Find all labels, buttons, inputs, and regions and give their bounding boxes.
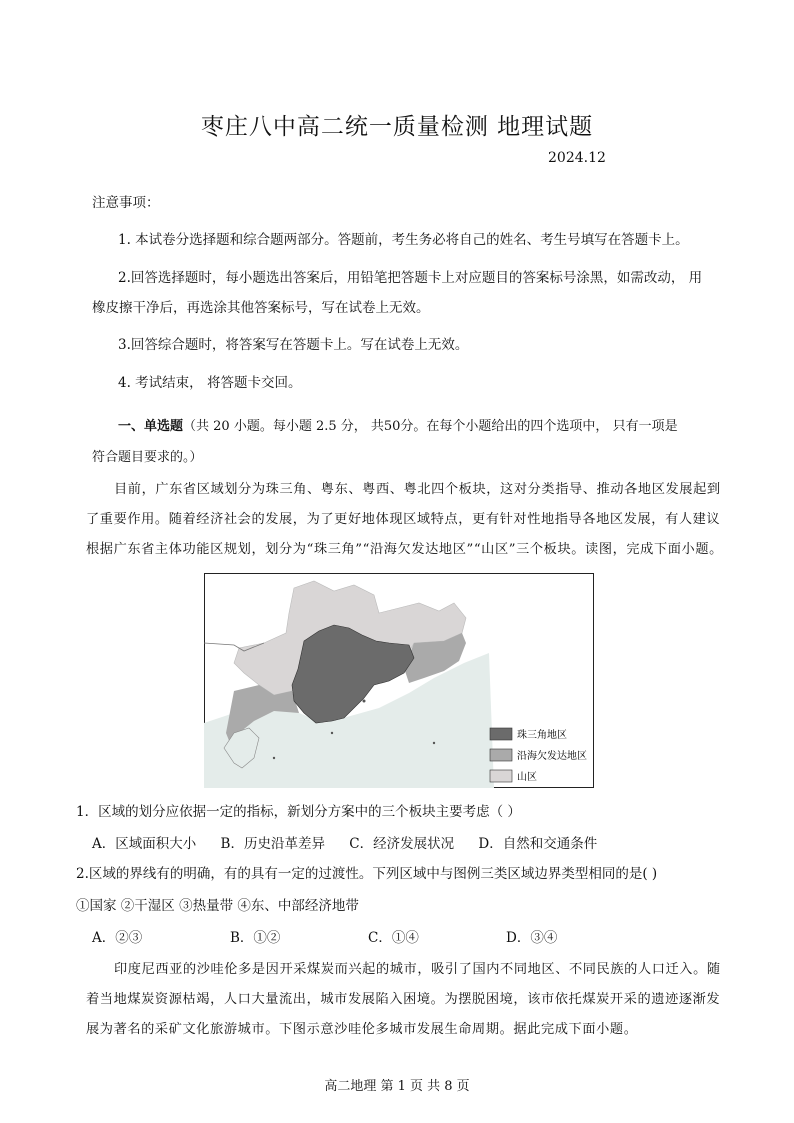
question-1-option-c[interactable]: C．经济发展状况 [349, 836, 455, 852]
legend-swatch-mountain [490, 770, 512, 782]
passage-2: 印度尼西亚的沙哇伦多是因开采煤炭而兴起的城市，吸引了国内不同地区、不同民族的人口迁入。随着当地煤炭资源枯竭，人口大量流出，城市发展陷入困境。为摆脱困境，该市依托煤炭开采的遗迹逐渐发展为著名的采矿文化旅游城市。下图示意沙哇伦多城市发展生命周期。据此完成下面小题。 [86, 962, 721, 1037]
map-figure [204, 573, 594, 788]
legend-label-coastal: 沿海欠发达地区 [517, 751, 587, 762]
question-2-option-c[interactable]: C．①④ [368, 930, 419, 946]
question-2-option-a[interactable]: A．②③ [92, 930, 143, 946]
notice-item-3: 3.回答综合题时，将答案写在答题卡上。写在试卷上无效。 [118, 337, 469, 353]
notice-item-2-line-2: 橡皮擦干净后，再选涂其他答案标号，写在试卷上无效。 [92, 300, 430, 316]
section-1-desc-2: 符合题目要求的。） [92, 450, 203, 465]
question-2-options [92, 926, 644, 946]
legend-swatch-pearl [490, 728, 512, 740]
passage-1: 目前，广东省区域划分为珠三角、粤东、粤西、粤北四个板块，这对分类指导、推动各地区发展起到了重要作用。随着经济社会的发展，为了更好地体现区域特点，更有针对性地指导各地区发展，有人建议根据广东省主体功能区规划，划分为“珠三角”“沿海欠发达地区”“山区”三个板块。读图，完成下面小题。 [86, 482, 723, 557]
question-2-stem: 2.区域的界线有的明确，有的具有一定的过渡性。下列区域中与图例三类区域边界类型相同的是( ) [76, 866, 658, 882]
legend-label-pearl: 珠三角地区 [517, 730, 567, 741]
question-1-stem: 1．区域的划分应依据一定的指标，新划分方案中的三个板块主要考虑（ ） [76, 804, 521, 820]
section-1-desc: （共 20 小题。每小题 2.5 分， 共50分。在每个小题给出的四个选项中， 只有一项是 [183, 419, 678, 434]
guangdong-region-map [204, 573, 594, 788]
question-1-options [92, 832, 617, 852]
map-island [433, 742, 435, 744]
section-1-heading [118, 415, 678, 434]
notice-item-4: 4. 考试结束， 将答题卡交回。 [118, 375, 302, 391]
question-2-option-b[interactable]: B．①② [230, 930, 281, 946]
question-1-option-a[interactable]: A．区域面积大小 [92, 836, 197, 852]
question-1-option-d[interactable]: D．自然和交通条件 [478, 836, 598, 852]
legend-label-mountain: 山区 [517, 772, 537, 783]
question-2-option-d[interactable]: D．③④ [506, 930, 558, 946]
map-island [273, 757, 275, 759]
notice-item-1: 1. 本试卷分选择题和综合题两部分。答题前，考生务必将自己的姓名、考生号填写在答题卡上。 [118, 232, 689, 248]
question-2-items: ①国家 ②干湿区 ③热量带 ④东、中部经济地带 [76, 898, 359, 914]
legend-swatch-coastal [490, 749, 512, 761]
map-island [363, 700, 366, 703]
notice-heading: 注意事项： [92, 195, 160, 211]
notice-item-2-line-1: 2.回答选择题时，每小题选出答案后，用铅笔把答题卡上对应题目的答案标号涂黑，如需改动， 用 [118, 270, 703, 286]
page-footer: 高二地理 第 1 页 共 8 页 [324, 1079, 470, 1094]
exam-date: 2024.12 [548, 150, 606, 166]
section-1-label: 一、单选题 [118, 419, 184, 434]
question-1-option-b[interactable]: B．历史沿革差异 [220, 836, 325, 852]
map-island [331, 732, 333, 734]
page-title: 枣庄八中高二统一质量检测 地理试题 [200, 114, 594, 140]
